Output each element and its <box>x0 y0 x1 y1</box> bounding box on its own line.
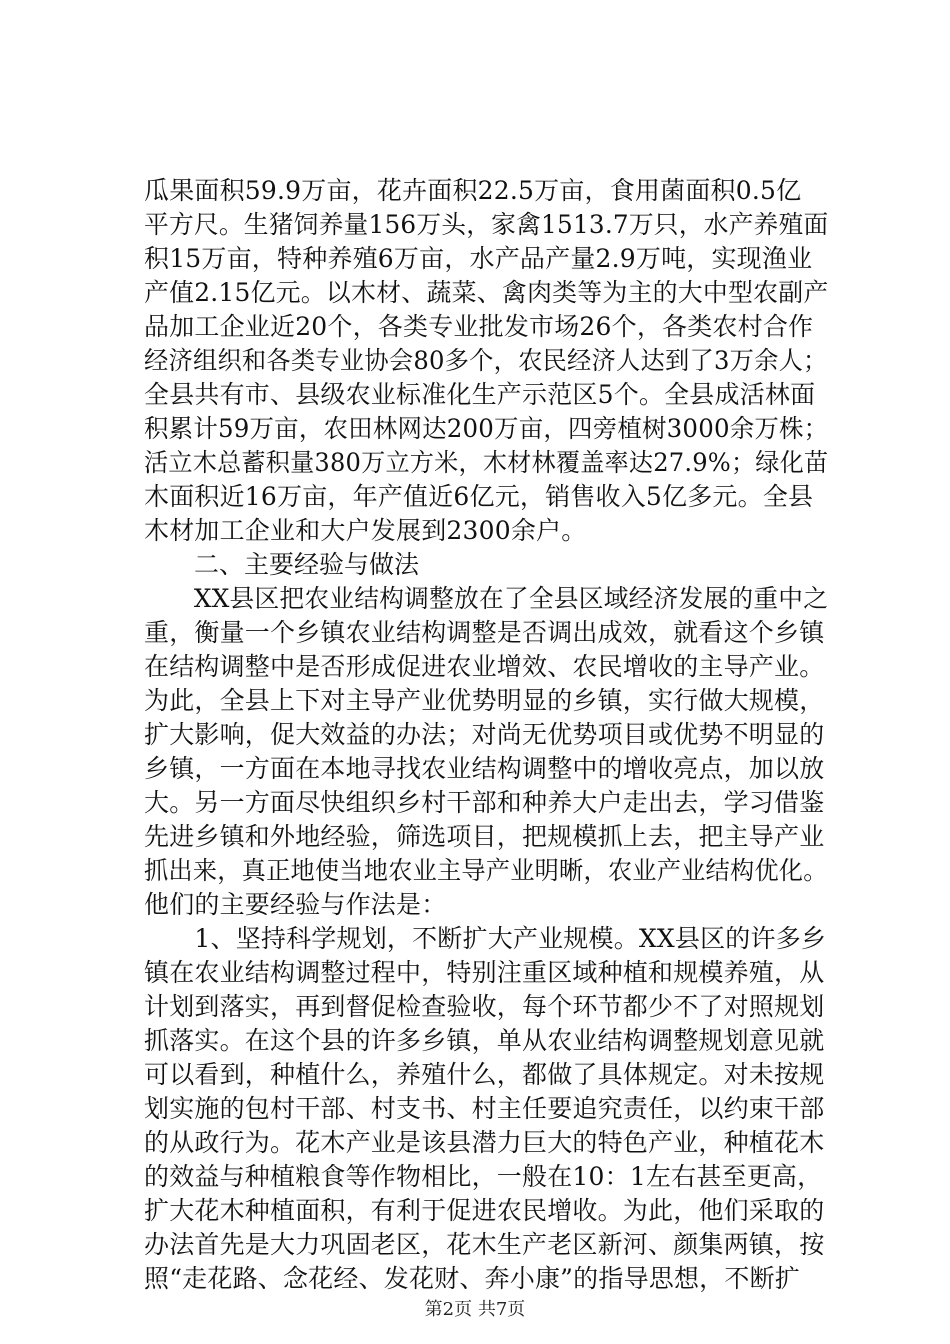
text-line: 积累计59万亩，农田林网达200万亩，四旁植树3000余万株； <box>144 414 829 443</box>
text-line: XX县区把农业结构调整放在了全县区域经济发展的重中之 <box>144 584 829 613</box>
text-line: 的效益与种植粮食等作物相比，一般在10：1左右甚至更高， <box>144 1162 823 1191</box>
text-line: 木材加工企业和大户发展到2300余户。 <box>144 516 587 545</box>
text-line: 大。另一方面尽快组织乡村干部和种养大户走出去，学习借鉴 <box>144 788 825 817</box>
text-line: 重，衡量一个乡镇农业结构调整是否调出成效，就看这个乡镇 <box>144 618 825 647</box>
text-line: 他们的主要经验与作法是： <box>144 890 447 919</box>
text-line: 计划到落实，再到督促检查验收，每个环节都少不了对照规划 <box>144 992 825 1021</box>
text-line: 照“走花路、念花经、发花财、奔小康”的指导思想，不断扩 <box>144 1264 800 1293</box>
text-line: 平方尺。生猪饲养量156万头，家禽1513.7万只，水产养殖面 <box>144 210 829 239</box>
text-line: 扩大影响，促大效益的办法；对尚无优势项目或优势不明显的 <box>144 720 825 749</box>
text-line: 瓜果面积59.9万亩，花卉面积22.5万亩，食用菌面积0.5亿 <box>144 176 802 205</box>
section-heading: 二、主要经验与做法 <box>194 550 420 579</box>
text-line: 扩大花木种植面积，有利于促进农民增收。为此，他们采取的 <box>144 1196 825 1225</box>
text-line: 为此，全县上下对主导产业优势明显的乡镇，实行做大规模， <box>144 686 825 715</box>
text-line: 的从政行为。花木产业是该县潜力巨大的特色产业，种植花木 <box>144 1128 825 1157</box>
text-line: 木面积近16万亩，年产值近6亿元，销售收入5亿多元。全县 <box>144 482 814 511</box>
text-line: 划实施的包村干部、村支书、村主任要追究责任，以约束干部 <box>144 1094 825 1123</box>
text-line: 先进乡镇和外地经验，筛选项目，把规模抓上去，把主导产业 <box>144 822 825 851</box>
text-line: 乡镇，一方面在本地寻找农业结构调整中的增收亮点，加以放 <box>144 754 825 783</box>
text-line: 产值2.15亿元。以木材、蔬菜、禽肉类等为主的大中型农副产 <box>144 278 829 307</box>
text-line: 1、坚持科学规划，不断扩大产业规模。XX县区的许多乡 <box>144 924 827 953</box>
page-number-footer: 第2页 共7页 <box>424 1299 526 1320</box>
text-line: 可以看到，种植什么，养殖什么，都做了具体规定。对未按规 <box>144 1060 825 1089</box>
text-line: 抓出来，真正地使当地农业主导产业明晰，农业产业结构优化。 <box>144 856 828 885</box>
text-line: 品加工企业近20个，各类专业批发市场26个，各类农村合作 <box>144 312 814 341</box>
text-line: 在结构调整中是否形成促进农业增效、农民增收的主导产业。 <box>144 652 825 681</box>
text-line: 经济组织和各类专业协会80多个，农民经济人达到了3万余人； <box>144 346 828 375</box>
text-line: 活立木总蓄积量380万立方米，木材林覆盖率达27.9%；绿化苗 <box>144 448 829 477</box>
text-line: 抓落实。在这个县的许多乡镇，单从农业结构调整规划意见就 <box>144 1026 825 1055</box>
text-line: 积15万亩，特种养殖6万亩，水产品产量2.9万吨，实现渔业 <box>144 244 813 273</box>
text-line: 办法首先是大力巩固老区，花木生产老区新河、颜集两镇，按 <box>144 1230 825 1259</box>
text-line: 镇在农业结构调整过程中，特别注重区域种植和规模养殖，从 <box>144 958 825 987</box>
text-line: 全县共有市、县级农业标准化生产示范区5个。全县成活林面 <box>144 380 816 409</box>
